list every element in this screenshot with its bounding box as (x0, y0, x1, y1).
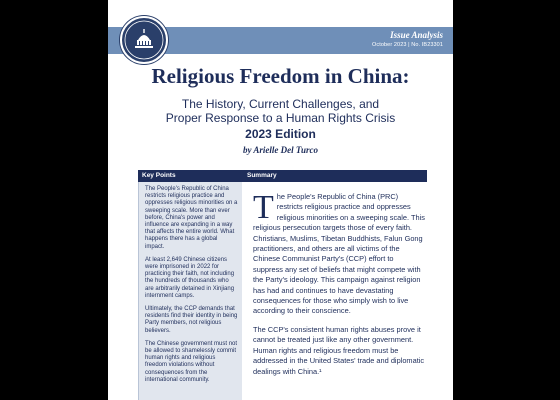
edition-label: 2023 Edition (245, 127, 316, 141)
author-byline: by Arielle Del Turco (242, 145, 319, 155)
summary-paragraph-1-text: he People's Republic of China (PRC) restricts religious practice and oppresses religious minorities on a sweeping scale. This religious persecution targets those of every faith. Christians, Muslims, Tibetan Buddhists, Falun Gong practitioners, and others are all victims of the Chinese Communist Party's (CCP) effort to suppress any set of beliefs that might compete with the Party's ideology. This campaign against religion has had and continues to have devastating consequences for those who simply wish to live according to their conscience. (253, 192, 425, 316)
key-points-box (138, 182, 242, 400)
left-letterbox (0, 0, 108, 400)
drop-cap: T (253, 189, 274, 226)
key-point-item: Ultimately, the CCP demands that residents find their identity in being Party members, not religious believers. (145, 306, 238, 334)
key-point-item: At least 2,649 Chinese citizens were imprisoned in 2022 for practicing their faith, not including the hundreds of thousands who are arbitrarily detained in Xinjiang internment camps. (145, 256, 235, 299)
key-points-heading: Key Points (138, 170, 245, 182)
document-title: Religious Freedom in China: (151, 64, 410, 88)
subtitle-line-2: Proper Response to a Human Rights Crisis (165, 111, 396, 125)
subtitle-line-1: The History, Current Challenges, and (181, 97, 380, 111)
key-point-item: The Chinese government must not be allowed to shamelessly commit human rights and religious freedom violations without consequences from the international community. (145, 340, 238, 383)
issue-meta: October 2023 | No. IB23301 (372, 42, 443, 48)
document-page (108, 0, 453, 400)
summary-paragraph-1 (253, 189, 425, 317)
summary-body (253, 189, 425, 385)
issue-label: Issue Analysis (390, 30, 443, 40)
summary-heading: Summary (243, 170, 427, 182)
capitol-dome-seal-icon (120, 16, 168, 64)
document-subtitle (128, 97, 433, 125)
right-letterbox (453, 0, 560, 400)
summary-paragraph-2: The CCP's consistent human rights abuses prove it cannot be treated just like any other government. Human rights and religious freedom must be addressed in the United States' trade and diplomatic dealings with China.¹ (253, 324, 425, 376)
key-point-item: The People's Republic of China restricts religious practice and oppresses religious minorities on a sweeping scale. More than ever before, China's power and influence are expanding in a way that affects the entire world. What happens there has a global impact. (145, 186, 238, 250)
